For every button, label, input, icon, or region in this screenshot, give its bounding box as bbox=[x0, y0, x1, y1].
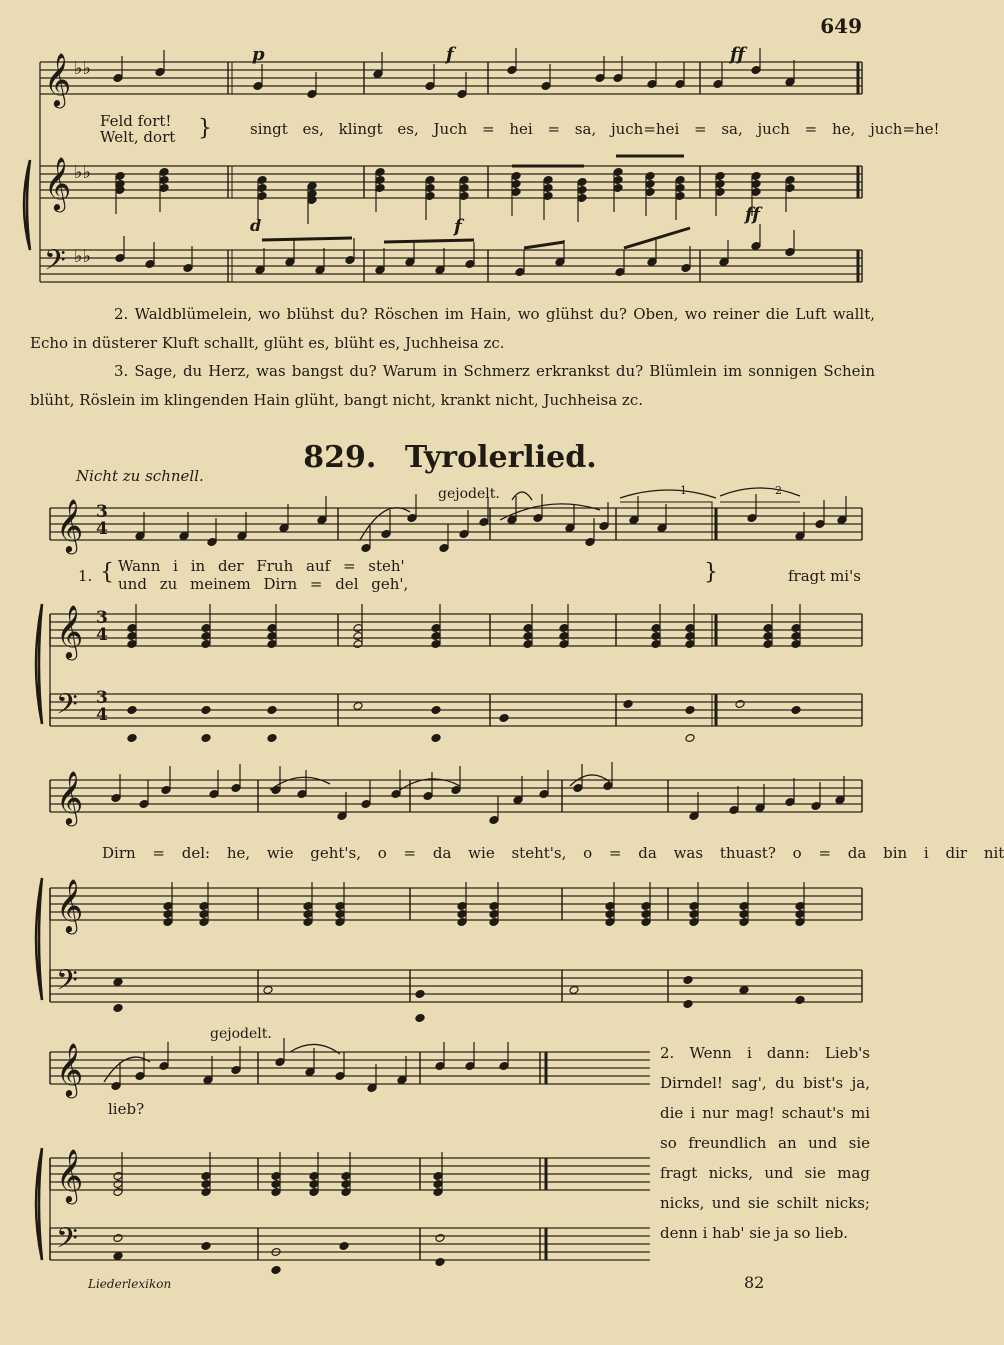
beam bbox=[262, 238, 352, 240]
bass-clef-icon: 𝄢 bbox=[56, 964, 78, 1004]
slur bbox=[512, 492, 532, 500]
treble-clef-icon: 𝄞 bbox=[56, 770, 84, 824]
bass-clef-icon: 𝄢 bbox=[56, 688, 78, 728]
time-signature bbox=[96, 690, 108, 724]
bass-note bbox=[415, 1014, 425, 1023]
volta-2: 2 bbox=[775, 484, 782, 497]
bass-note bbox=[201, 734, 211, 743]
treble-clef-icon: 𝄞 bbox=[56, 878, 84, 932]
bass-note bbox=[735, 700, 745, 709]
time-signature-bottom: 4 bbox=[96, 519, 108, 539]
beam bbox=[624, 228, 690, 248]
beam bbox=[384, 240, 474, 242]
lyric-line-top: singt es, klingt es, Juch = hei = sa, juch=hei = sa, juch = he, juch=he! bbox=[250, 120, 940, 138]
dynamic-ff: ff bbox=[730, 44, 745, 65]
tempo-marking: Nicht zu schnell. bbox=[76, 467, 204, 485]
annotation-gejodelt-2: gejodelt. bbox=[210, 1026, 272, 1042]
system-brace bbox=[24, 160, 30, 250]
dynamic-p: p bbox=[252, 44, 265, 65]
treble-clef-icon: 𝄞 bbox=[44, 156, 72, 210]
verse-2-prev: 2. Waldblümelein, wo blühst du? Röschen im Hain, wo glühst du? Oben, wo reiner die Luft wallt, Echo in düsterer Kluft schallt, glüht es, blüht es, Juchheisa zc. bbox=[30, 305, 875, 352]
bass-note bbox=[353, 702, 363, 711]
lyric-left-2: Welt, dort bbox=[100, 128, 176, 146]
treble-clef-icon: 𝄞 bbox=[56, 498, 84, 552]
key-signature-flats: ♭♭ bbox=[74, 246, 91, 267]
treble-clef-icon: 𝄞 bbox=[56, 1042, 84, 1096]
footer-signature: 82 bbox=[744, 1273, 765, 1292]
bass-note bbox=[201, 706, 211, 715]
bass-note bbox=[113, 1234, 123, 1243]
bass-note bbox=[685, 734, 695, 743]
annotation-gejodelt: gejodelt. bbox=[438, 486, 500, 502]
treble-clef-icon: 𝄞 bbox=[56, 1148, 84, 1202]
bass-note bbox=[127, 706, 137, 715]
bass-note bbox=[685, 706, 695, 715]
key-signature-flats: ♭♭ bbox=[74, 58, 91, 79]
lyric-line-a: Wann i in der Fruh auf = steh' bbox=[118, 557, 405, 575]
song-number: 829. bbox=[303, 440, 377, 475]
treble-clef-icon: 𝄞 bbox=[44, 52, 72, 106]
bass-note bbox=[435, 1234, 445, 1243]
bass-note bbox=[683, 1000, 693, 1009]
bass-clef-icon: 𝄢 bbox=[56, 1222, 78, 1262]
bass-note bbox=[201, 1242, 211, 1251]
lyric-line-b: und zu meinem Dirn = del geh', bbox=[118, 575, 409, 593]
verse-number: 1. bbox=[78, 567, 93, 585]
bass-note bbox=[739, 986, 749, 995]
bass-note bbox=[271, 1266, 281, 1275]
time-signature-top: 3 bbox=[96, 502, 108, 522]
bass-note bbox=[569, 986, 579, 995]
lyric-left-1: Feld fort! bbox=[100, 112, 172, 130]
bass-note bbox=[795, 996, 805, 1005]
lyric-brace-close: } bbox=[704, 560, 718, 585]
page-number: 649 bbox=[820, 14, 862, 38]
bass-note bbox=[339, 1242, 349, 1251]
bass-note bbox=[127, 734, 137, 743]
dynamic-ff-bass: ff bbox=[745, 204, 760, 225]
lyric-tail: fragt mi's bbox=[788, 567, 861, 585]
bass-note bbox=[683, 976, 693, 985]
beam bbox=[524, 242, 564, 248]
bass-note bbox=[263, 986, 273, 995]
piano-brace bbox=[36, 604, 42, 724]
bass-clef-icon: 𝄢 bbox=[44, 244, 66, 284]
footer-left: Liederlexikon bbox=[88, 1277, 172, 1291]
bass-note bbox=[431, 734, 441, 743]
bass-note bbox=[113, 1252, 123, 1261]
slur bbox=[720, 488, 800, 496]
time-signature bbox=[96, 610, 108, 644]
bass-note bbox=[431, 706, 441, 715]
verse-3-prev: 3. Sage, du Herz, was bangst du? Warum in Schmerz erkrankst du? Blümlein im sonnigen Schein blüht, Röslein im klingenden Hain glüht, bangt nicht, krankt nicht, Juchheisa zc. bbox=[30, 362, 875, 409]
time-signature-top: 3 bbox=[96, 608, 108, 628]
song-title-text: Tyrolerlied. bbox=[404, 440, 597, 475]
bass-note bbox=[113, 1004, 123, 1013]
time-signature bbox=[96, 504, 108, 538]
time-signature-top: 3 bbox=[96, 688, 108, 708]
dynamic-f-bass: f bbox=[454, 216, 462, 237]
piano-brace bbox=[36, 1148, 42, 1260]
bass-note bbox=[435, 1258, 445, 1267]
lyric-brace-open: { bbox=[100, 560, 114, 585]
side-verse: 2. Wenn i dann: Lieb's Dirndel! sag', du bist's ja, die i nur mag! schaut's mi so freundlich an und sie fragt nicks, und sie mag nicks, und sie schilt nicks; denn i hab' sie ja so lieb. bbox=[660, 1044, 870, 1242]
bass-note bbox=[791, 706, 801, 715]
piano-brace bbox=[36, 878, 42, 1000]
bass-note bbox=[267, 706, 277, 715]
bass-note bbox=[623, 700, 633, 709]
treble-clef-icon: 𝄞 bbox=[56, 604, 84, 658]
volta-1: 1 bbox=[680, 484, 687, 497]
bass-note bbox=[267, 734, 277, 743]
lyric-line-system3: lieb? bbox=[108, 1100, 145, 1118]
bass-note bbox=[113, 978, 123, 987]
slur bbox=[620, 490, 716, 498]
bass-note bbox=[415, 990, 425, 999]
time-signature-bottom: 4 bbox=[96, 705, 108, 725]
key-signature-flats: ♭♭ bbox=[74, 162, 91, 183]
lyric-brace: } bbox=[198, 116, 212, 141]
lyric-line-system2: Dirn = del: he, wie geht's, o = da wie steht's, o = da was thuast? o = da bin i dir nit bbox=[102, 844, 1004, 862]
dynamic-d: d bbox=[250, 216, 262, 235]
dynamic-f: f bbox=[446, 44, 454, 65]
bass-note bbox=[499, 714, 509, 723]
time-signature-bottom: 4 bbox=[96, 625, 108, 645]
